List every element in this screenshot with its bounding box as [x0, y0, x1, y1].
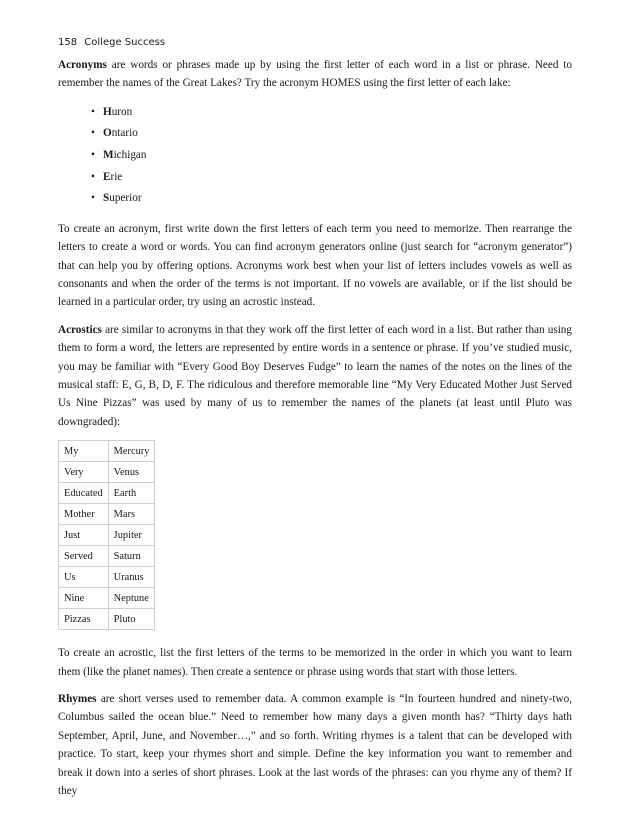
table-row — [59, 483, 155, 504]
great-lakes-list — [58, 102, 572, 210]
lake-name-rest: ichigan — [113, 149, 147, 161]
list-item — [91, 188, 572, 210]
table-row — [59, 546, 155, 567]
table-row — [59, 462, 155, 483]
page-number: 158 — [58, 37, 78, 48]
lake-name-rest: rie — [110, 170, 123, 183]
rhymes-paragraph — [58, 690, 572, 800]
lake-initial: M — [103, 149, 114, 161]
running-header — [58, 36, 572, 50]
list-item — [91, 167, 572, 189]
acrostics-term: Acrostics — [58, 323, 102, 336]
mnemonic-word-cell: My — [59, 441, 109, 462]
lake-name-rest: uperior — [109, 192, 142, 205]
list-item — [91, 102, 572, 124]
lake-initial: H — [103, 105, 112, 118]
planet-name-cell: Uranus — [108, 567, 155, 588]
table-row — [59, 504, 155, 525]
list-item — [91, 123, 572, 145]
table-row — [59, 588, 155, 609]
mnemonic-word-cell: Very — [59, 462, 109, 483]
lake-name-rest: ntario — [111, 127, 138, 140]
document-page — [58, 36, 572, 810]
lake-name-rest: uron — [111, 105, 133, 118]
table-row — [59, 441, 155, 462]
planet-name-cell: Jupiter — [108, 525, 155, 546]
acrostic-instructions-paragraph: To create an acrostic, list the first letters of the terms to be memorized in the order in which you want to learn them (like the planet names). Then create a sentence or phrase using words that start with those letters. — [58, 647, 572, 678]
acronyms-term: Acronyms — [58, 59, 107, 71]
planet-name-cell: Venus — [108, 462, 155, 483]
mnemonic-word-cell: Us — [59, 567, 109, 588]
rhymes-text: are short verses used to remember data. A common example is “In fourteen hundred and ninety-two, Columbus sailed the ocean blue.” Need to remember how many days a given month has? “Thirty days hath September, April, June, and November…,” and so forth. Writing rhymes is a talent that can be developed with practice. To start, keep your rhymes short and simple. Define the key information you want to remember and break it down into a series of short phrases. Look at the last words of the phrases: can you rhyme any of them? If they — [58, 693, 572, 798]
table-row — [59, 567, 155, 588]
mnemonic-word-cell: Mother — [59, 504, 109, 525]
book-title: College Success — [84, 37, 166, 48]
mnemonic-word-cell: Served — [59, 546, 109, 567]
planet-name-cell: Mars — [108, 504, 155, 525]
mnemonic-word-cell: Just — [59, 525, 109, 546]
planet-name-cell: Mercury — [108, 441, 155, 462]
list-item — [91, 145, 572, 167]
acronyms-text: are words or phrases made up by using the first letter of each word in a list or phrase. Need to remember the names of the Great Lakes? Try the acronym HOMES using the first letter of each lake: — [58, 59, 572, 90]
table-row — [59, 609, 155, 630]
lake-initial: E — [103, 170, 111, 183]
acronym-instructions-paragraph: To create an acronym, first write down the first letters of each term you need to memorize. Then rearrange the letters to create a word or words. You can find acronym generators online (just search for “acronym generator”) that can help you by offering options. Acronyms work best when your list of letters includes vowels as well as consonants and when the order of the terms is not important. If no vowels are available, or if the list should be learned in a particular order, try using an acrostic instead. — [58, 222, 572, 309]
acrostics-paragraph — [58, 321, 572, 431]
planet-name-cell: Neptune — [108, 588, 155, 609]
planet-name-cell: Pluto — [108, 609, 155, 630]
rhymes-term: Rhymes — [58, 693, 97, 706]
lake-initial: O — [103, 127, 112, 140]
mnemonic-word-cell: Nine — [59, 588, 109, 609]
acrostics-text: are similar to acronyms in that they work off the first letter of each word in a list. But rather than using them to form a word, the letters are represented by entire words in a sentence or phrase. If you’ve studied music, you may be familiar with “Every Good Boy Deserves Fudge” to learn the names of the notes on the lines of the musical staff: E, G, B, D, F. The ridiculous and therefore memorable line “My Very Educated Mother Just Served Us Nine Pizzas” was used by many of us to remember the names of the planets (at least until Pluto was downgraded): — [58, 323, 572, 428]
mnemonic-word-cell: Pizzas — [59, 609, 109, 630]
table-row — [59, 525, 155, 546]
lake-initial: S — [103, 192, 110, 205]
planet-mnemonic-table — [58, 440, 155, 630]
planet-name-cell: Saturn — [108, 546, 155, 567]
planet-name-cell: Earth — [108, 483, 155, 504]
mnemonic-word-cell: Educated — [59, 483, 109, 504]
acronyms-paragraph — [58, 56, 572, 93]
